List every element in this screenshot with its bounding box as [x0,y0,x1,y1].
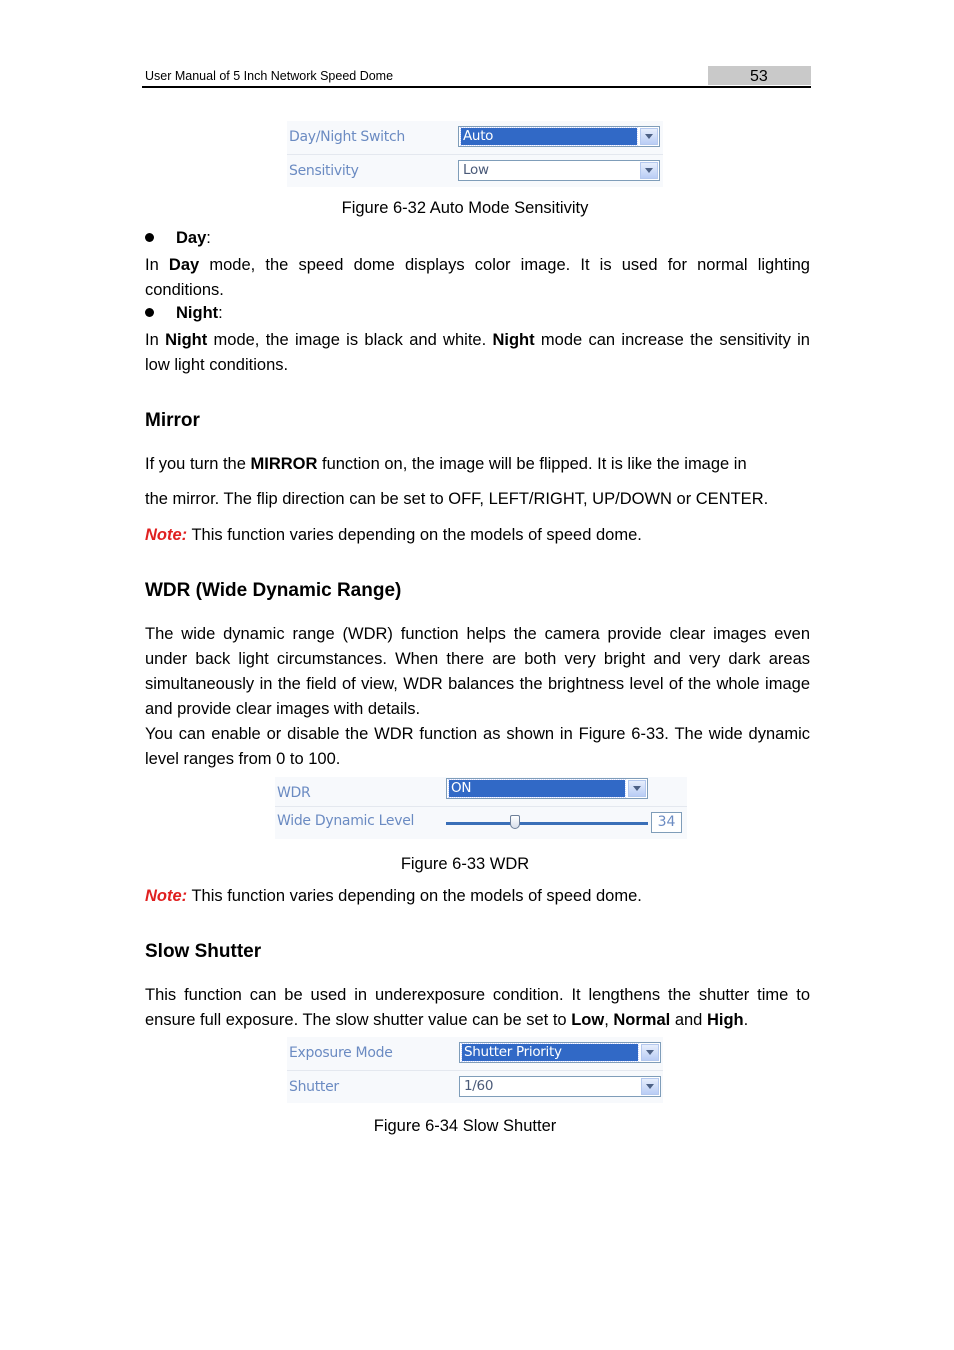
mirror-line-2: the mirror. The flip direction can be set to OFF, LEFT/RIGHT, UP/DOWN or CENTER. [145,490,769,508]
figure-6-32-panel [287,121,663,187]
day-paragraph [145,253,810,303]
shutter-value: 1/60 [464,1078,494,1094]
bullet-icon [145,233,154,242]
figure-6-33-panel [275,777,687,839]
wdr-heading: WDR (Wide Dynamic Range) [145,580,402,601]
night-text-rest: mode can increase the sensitivity in low light conditions. [145,331,810,374]
slow-shutter-sep1: , [604,1011,614,1029]
header-rule [142,86,811,88]
mirror-text-pre: If you turn the [145,455,251,473]
wdr-note [145,884,810,909]
slow-shutter-heading: Slow Shutter [145,941,262,962]
day-bullet: Day: [145,229,211,248]
note-label: Note: [145,887,188,905]
night-text-mid: mode, the image is black and white. [207,331,493,349]
sensitivity-select[interactable] [458,160,660,181]
chevron-down-icon[interactable] [641,1044,659,1061]
exposure-mode-value: Shutter Priority [462,1044,638,1061]
wdr-paragraph-2: You can enable or disable the WDR function as shown in Figure 6-33. The wide dynamic level ranges from 0 to 100. [145,725,810,768]
slow-shutter-low: Low [571,1011,605,1029]
slow-shutter-high: High [706,1011,744,1029]
slow-shutter-end: . [743,1011,749,1029]
slow-shutter-text-pre: This function can be used in underexposure condition. It lengthens the shutter time to ensure full exposure. The slow shutter value can be set to [145,986,810,1029]
exposure-mode-row [287,1037,663,1069]
chevron-down-icon[interactable] [628,780,646,797]
note-text: This function varies depending on the models of speed dome. [187,526,642,544]
chevron-down-icon[interactable] [640,128,658,145]
figure-6-33-caption: Figure 6-33 WDR [400,855,530,873]
day-night-switch-select[interactable] [458,126,660,147]
mirror-heading: Mirror [145,410,200,431]
sensitivity-value: Low [463,162,489,178]
wide-dynamic-level-label: Wide Dynamic Level [277,813,415,829]
figure-6-32-caption: Figure 6-32 Auto Mode Sensitivity [341,199,589,217]
figure-6-34-caption: Figure 6-34 Slow Shutter [373,1117,557,1135]
wide-dynamic-level-slider-thumb[interactable] [510,815,520,829]
note-label: Note: [145,526,188,544]
mirror-text-bold: MIRROR [250,455,318,473]
wdr-value: ON [449,780,625,797]
night-text-bold2: Night [492,331,535,349]
exposure-mode-select[interactable] [459,1042,661,1063]
night-text-pre: In [145,331,166,349]
day-text-pre: In [145,256,169,274]
night-text-bold1: Night [165,331,208,349]
wide-dynamic-level-slider-track[interactable] [446,822,648,825]
chevron-down-icon[interactable] [640,162,658,179]
day-text-bold: Day [168,256,200,274]
wdr-paragraph-1: The wide dynamic range (WDR) function helps the camera provide clear images even under back light circumstances. When there are both very bright and very dark areas simultaneously in the field of view, WDR balances the brightness level of the whole image and provide clear images with details. [145,625,810,718]
sensitivity-row [287,155,663,187]
slow-shutter-sep2: and [670,1011,707,1029]
figure-6-34-panel [287,1037,663,1103]
day-text-rest: mode, the speed dome displays color image. It is used for normal lighting conditions. [145,256,810,299]
slow-shutter-normal: Normal [613,1011,671,1029]
night-bullet: Night: [145,304,223,323]
day-night-switch-row [287,121,663,153]
exposure-mode-label: Exposure Mode [289,1045,393,1061]
shutter-row [287,1071,663,1103]
note-text: This function varies depending on the models of speed dome. [187,887,642,905]
night-bullet-label: Night [176,304,219,322]
page-number: 53 [708,66,811,85]
day-bullet-label: Day [176,229,207,247]
wide-dynamic-level-row [275,807,687,839]
wdr-label: WDR [277,785,311,801]
chevron-down-icon[interactable] [641,1078,659,1095]
shutter-select[interactable] [459,1076,661,1097]
bullet-icon [145,308,154,317]
sensitivity-label: Sensitivity [289,163,359,179]
wide-dynamic-level-value[interactable]: 34 [651,812,682,833]
night-paragraph [145,328,810,378]
mirror-text-rest: function on, the image will be flipped. It is like the image in [317,455,747,473]
wdr-row [275,777,687,809]
mirror-line-1 [145,452,810,477]
mirror-note [145,523,810,548]
day-night-switch-value: Auto [461,128,637,145]
shutter-label: Shutter [289,1079,339,1095]
slow-shutter-paragraph [145,983,810,1033]
header-title: User Manual of 5 Inch Network Speed Dome [145,69,394,83]
day-night-switch-label: Day/Night Switch [289,129,405,145]
wdr-select[interactable] [446,778,648,799]
